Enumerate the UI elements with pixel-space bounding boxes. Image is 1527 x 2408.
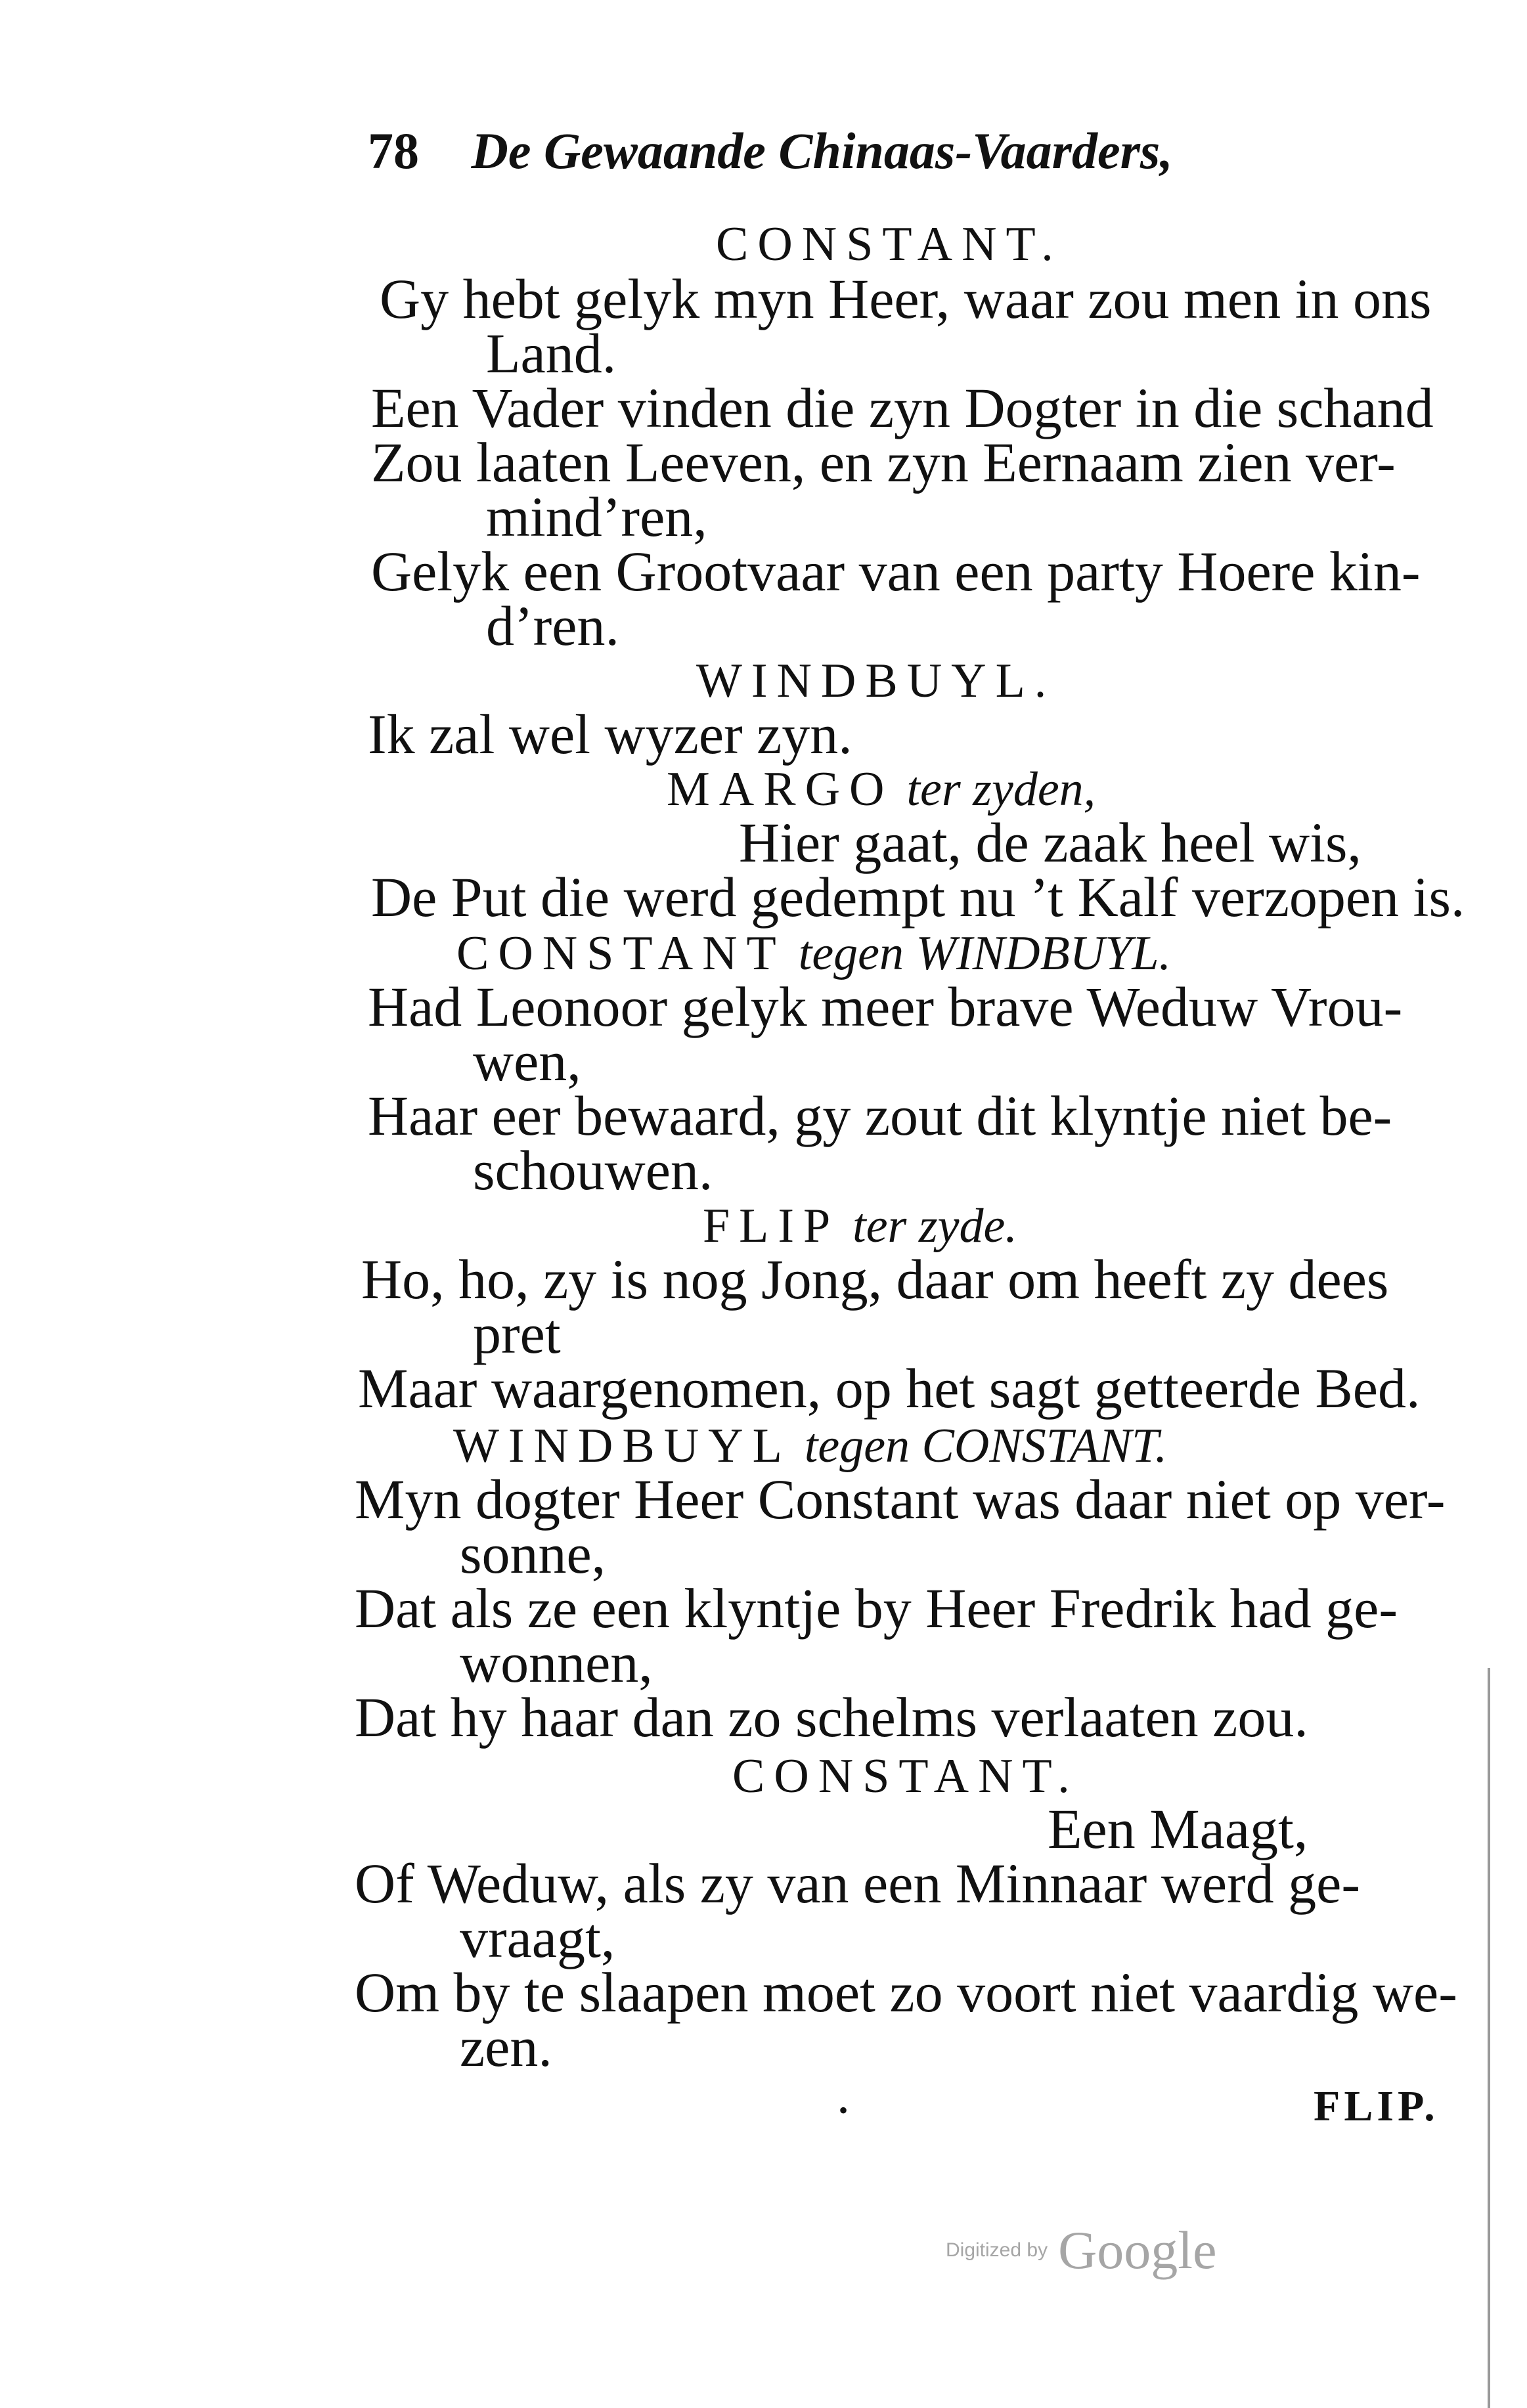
watermark-brand: Google xyxy=(1058,2220,1217,2280)
verse-line: Ik zal wel wyzer zyn. xyxy=(368,703,852,766)
verse-line: Dat als ze een klyntje by Heer Fredrik had ge- xyxy=(355,1577,1398,1640)
verse-line: sonne, xyxy=(460,1522,606,1585)
watermark-prefix: Digitized by xyxy=(946,2239,1048,2261)
digitization-watermark xyxy=(946,2220,1216,2281)
speaker-heading: CONSTANT. xyxy=(732,1749,1079,1803)
verse-line: schouwen. xyxy=(473,1139,713,1202)
verse-line: pret xyxy=(473,1302,561,1365)
verse-line: Maar waargenomen, op het sagt getteerde Bed. xyxy=(358,1357,1421,1420)
speaker-heading: FLIP ter zyde. xyxy=(703,1199,1017,1253)
verse-line: Om by te slaapen moet zo voort niet vaardig we- xyxy=(355,1961,1457,2024)
verse-line: Myn dogter Heer Constant was daar niet op ver- xyxy=(355,1468,1446,1531)
speaker-heading: MARGO ter zyden, xyxy=(667,762,1096,816)
verse-line: Haar eer bewaard, gy zout dit klyntje niet be- xyxy=(368,1084,1392,1147)
page-edge-line xyxy=(1488,1668,1490,2408)
verse-line: Gy hebt gelyk myn Heer, waar zou men in ons xyxy=(380,267,1432,330)
verse-line: Ho, ho, zy is nog Jong, daar om heeft zy dees xyxy=(361,1248,1389,1311)
speaker-heading: CONSTANT tegen WINDBUYL. xyxy=(456,927,1172,980)
speaker-heading: CONSTANT. xyxy=(716,217,1063,271)
verse-line: mind’ren, xyxy=(486,485,707,548)
verse-line: vraagt, xyxy=(460,1906,615,1969)
verse-line: Land. xyxy=(486,322,617,385)
speaker-heading: WINDBUYL tegen CONSTANT. xyxy=(453,1419,1168,1473)
running-header xyxy=(368,121,1173,181)
verse-line: Dat hy haar dan zo schelms verlaaten zou. xyxy=(355,1686,1308,1749)
speaker-heading: WINDBUYL. xyxy=(696,654,1056,708)
verse-line: Een Vader vinden die zyn Dogter in die schand xyxy=(371,376,1434,439)
verse-line: wen, xyxy=(473,1030,581,1093)
verse-line: Of Weduw, als zy van een Minnaar werd ge- xyxy=(355,1852,1360,1915)
running-title: De Gewaande Chinaas-Vaarders, xyxy=(471,122,1173,179)
page-number: 78 xyxy=(368,122,419,179)
catchword: FLIP. xyxy=(1314,2082,1439,2130)
verse-line: Hier gaat, de zaak heel wis, xyxy=(739,811,1361,874)
signature-mark: • xyxy=(839,2095,849,2125)
verse-line: zen. xyxy=(460,2015,552,2078)
verse-line: Een Maagt, xyxy=(1048,1797,1308,1860)
verse-line: Gelyk een Grootvaar van een party Hoere kin- xyxy=(371,540,1421,603)
verse-line: Had Leonoor gelyk meer brave Weduw Vrou- xyxy=(368,975,1403,1038)
verse-line: wonnen, xyxy=(460,1631,653,1694)
verse-line: d’ren. xyxy=(486,594,619,657)
verse-line: De Put die werd gedempt nu ’t Kalf verzopen is. xyxy=(371,865,1465,929)
verse-line: Zou laaten Leeven, en zyn Eernaam zien ver- xyxy=(371,431,1396,494)
